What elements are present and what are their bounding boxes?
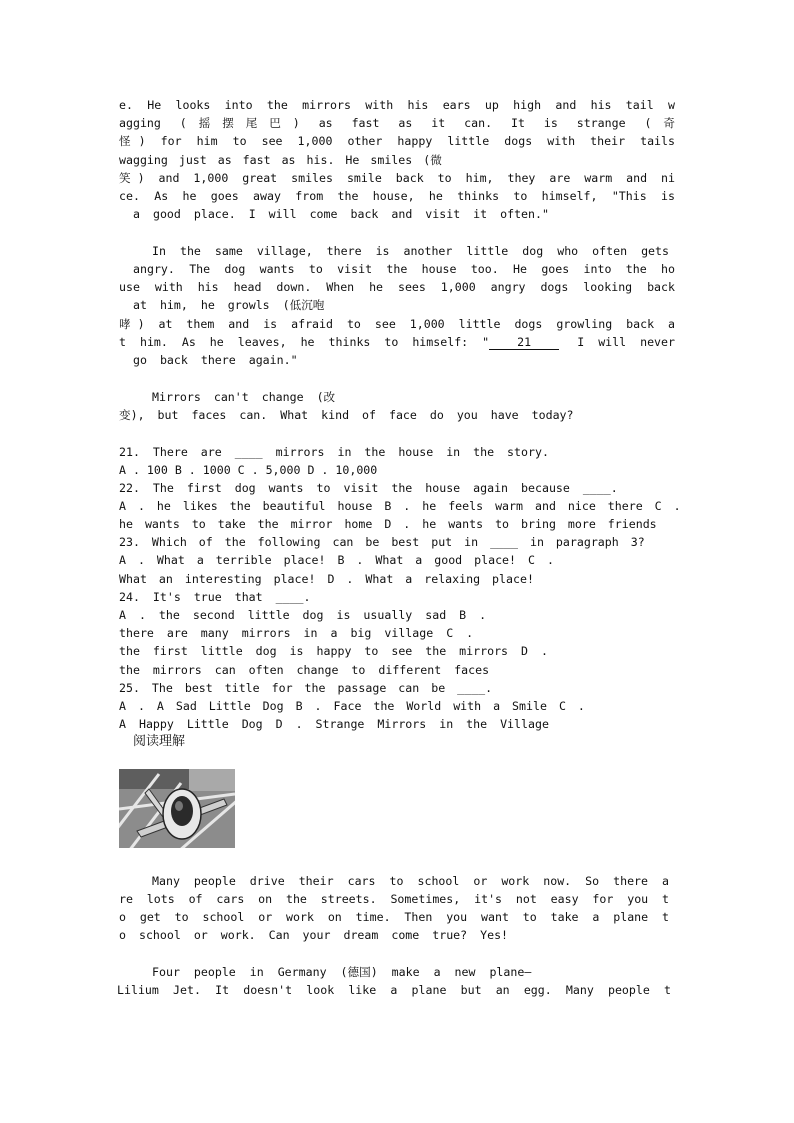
question-23: 23. Which of the following can be best put in ____ in paragraph 3? [119, 535, 645, 549]
story-line: agging (摇摆尾巴) as fast as it can. It is strange (奇 [119, 116, 675, 130]
passage2-line: Many people drive their cars to school or work now. So there a [152, 874, 669, 888]
story-line: 笑) and 1,000 great smiles smile back to him, they are warm and ni [119, 171, 675, 185]
passage2-line: Lilium Jet. It doesn't look like a plane but an egg. Many people t [117, 983, 671, 997]
blank-21: 21 [489, 335, 559, 350]
story-line-text: t him. As he leaves, he thinks to himself: " [119, 335, 490, 349]
plane-photo-icon [119, 769, 235, 848]
passage2-line: re lots of cars on the streets. Sometimes, it's not easy for you t [119, 892, 669, 906]
question-25: 25. The best title for the passage can be ____. [119, 681, 493, 695]
options-24: there are many mirrors in a big village C . [119, 626, 474, 640]
story-line: 怪) for him to see 1,000 other happy little dogs with their tails [119, 134, 675, 148]
story-line: 哮) at them and is afraid to see 1,000 little dogs growling back a [119, 317, 675, 331]
question-21: 21. There are ____ mirrors in the house in the story. [119, 445, 549, 459]
options-21: A . 100 B . 1000 C . 5,000 D . 10,000 [119, 463, 378, 477]
passage2-line: Four people in Germany (德国) make a new plane— [152, 965, 532, 979]
options-22: A . he likes the beautiful house B . he feels warm and nice there C . [119, 499, 681, 513]
options-23: A . What a terrible place! B . What a good place! C . [119, 553, 554, 567]
section-heading: 阅读理解 [133, 734, 186, 749]
options-24: A . the second little dog is usually sad B . [119, 608, 487, 622]
story-line: 变), but faces can. What kind of face do you have today? [119, 408, 574, 422]
story-line: go back there again." [133, 353, 298, 367]
story-line: Mirrors can't change (改 [152, 390, 336, 404]
story-line-text: I will never [577, 335, 675, 349]
story-line: wagging just as fast as his. He smiles (微 [119, 153, 442, 167]
story-line: use with his head down. When he sees 1,000 angry dogs looking back [119, 280, 675, 294]
story-line: at him, he growls (低沉咆 [133, 298, 325, 312]
options-25: A . A Sad Little Dog B . Face the World with a Smile C . [119, 699, 585, 713]
passage2-line: o get to school or work on time. Then you want to take a plane t [119, 910, 669, 924]
story-line: e. He looks into the mirrors with his ears up high and his tail w [119, 98, 675, 112]
options-24: the mirrors can often change to different faces [119, 663, 490, 677]
story-line: In the same village, there is another little dog who often gets [152, 244, 669, 258]
options-24: the first little dog is happy to see the mirrors D . [119, 644, 548, 658]
question-24: 24. It's true that ____. [119, 590, 311, 604]
options-25: A Happy Little Dog D . Strange Mirrors in the Village [119, 717, 549, 731]
options-23: What an interesting place! D . What a relaxing place! [119, 572, 534, 586]
passage2-line: o school or work. Can your dream come true? Yes! [119, 928, 509, 942]
story-line-with-blank [119, 333, 675, 351]
story-line: angry. The dog wants to visit the house too. He goes into the ho [133, 262, 675, 276]
options-22: he wants to take the mirror home D . he wants to bring more friends [119, 517, 657, 531]
question-22: 22. The first dog wants to visit the house again because ____. [119, 481, 618, 495]
story-line: ce. As he goes away from the house, he thinks to himself, "This is [119, 189, 675, 203]
story-line: a good place. I will come back and visit it often." [133, 207, 549, 221]
